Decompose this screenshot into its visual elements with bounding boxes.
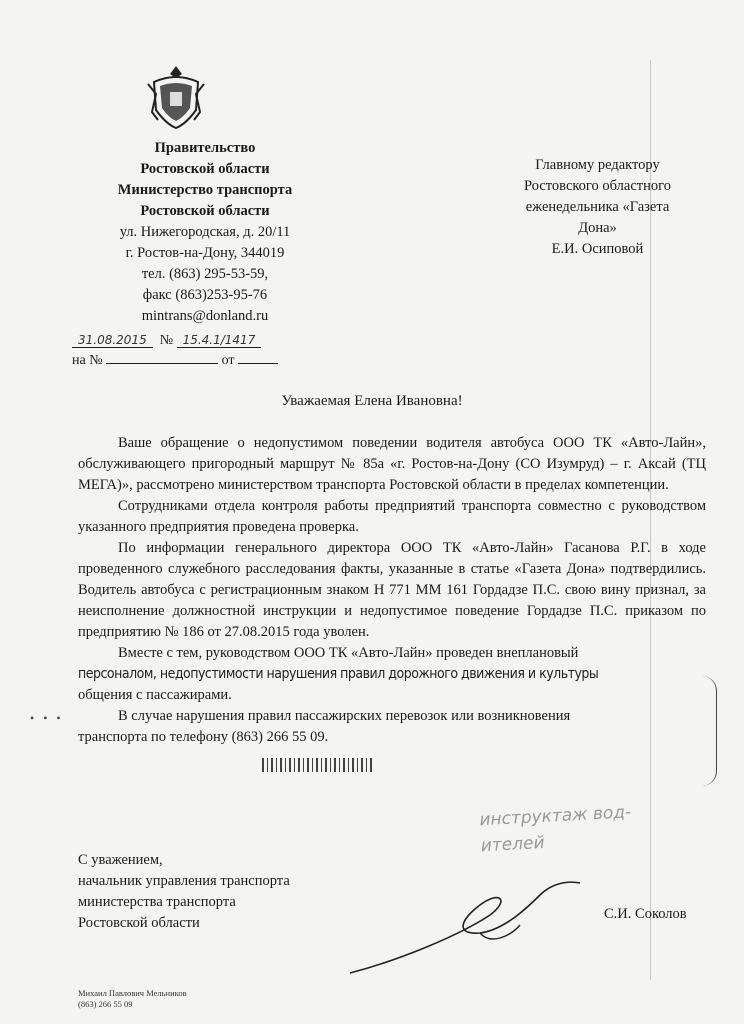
handwritten-bracket <box>702 676 717 786</box>
addressee-block <box>490 155 705 260</box>
paragraph: Сотрудниками отдела контроля работы предприятий транспорта совместно с руководством указанного предприятия проведена проверка. <box>78 498 706 535</box>
signoff-block <box>78 850 290 934</box>
sender-fax: факс (863)253-95-76 <box>142 287 268 303</box>
scan-barcode-artifact <box>262 758 372 772</box>
paragraph: В случае нарушения правил пассажирских перевозок или возникновения <box>118 708 571 724</box>
signoff-line: начальник управления транспорта <box>78 873 290 889</box>
handwritten-note <box>479 797 681 859</box>
signoff-line: С уважением, <box>78 852 163 868</box>
coat-of-arms-icon <box>146 62 206 132</box>
addressee-line: Ростовского областного <box>524 178 671 194</box>
sender-address: г. Ростов-на-Дону, 344019 <box>125 245 285 261</box>
sender-address: ул. Нижегородская, д. 20/11 <box>119 224 291 240</box>
executor-name: Михаил Павлович Мельников <box>78 988 187 998</box>
executor-block <box>78 988 187 1010</box>
paragraph: Ваше обращение о недопустимом поведении водителя автобуса ООО ТК «Авто-Лайн», обслуживающего пригородный маршрут № 85а «г. Ростов-на-Дону (СО Изумруд) – г. Аксай (ТЦ МЕГА)», рассмотрено министерством транспорта Ростовской области в пределах компетенции. <box>78 435 706 493</box>
signer-name: С.И. Соколов <box>604 906 687 922</box>
paragraph: Вместе с тем, руководством ООО ТК «Авто-Лайн» проведен внеплановый <box>118 645 579 661</box>
note-line: ителей <box>480 832 546 857</box>
reference-label: на № <box>72 353 103 368</box>
sender-line: Ростовской области <box>140 203 270 219</box>
signoff-line: Ростовской области <box>78 915 200 931</box>
paragraph: транспорта по телефону (863) 266 55 09. <box>78 729 329 745</box>
addressee-name: Е.И. Осиповой <box>551 241 644 257</box>
executor-phone: (863) 266 55 09 <box>78 999 133 1009</box>
reference-from-label: от <box>221 353 235 368</box>
letter-body <box>78 433 706 748</box>
sender-line: Правительство <box>154 140 256 156</box>
addressee-line: еженедельника «Газета <box>525 199 670 215</box>
sender-line: Министерство транспорта <box>117 182 293 198</box>
sender-phone: тел. (863) 295-53-59, <box>141 266 269 282</box>
addressee-line: Дона» <box>578 220 617 236</box>
outgoing-date: 31.08.2015 <box>72 333 153 348</box>
addressee-line: Главному редактору <box>535 157 660 173</box>
greeting: Уважаемая Елена Ивановна! <box>281 393 463 409</box>
paragraph: общения с пассажирами. <box>78 687 232 703</box>
sender-line: Ростовской области <box>140 161 270 177</box>
signoff-line: министерства транспорта <box>78 894 236 910</box>
number-label: № <box>159 333 174 348</box>
scan-dots: • • • <box>30 711 64 725</box>
paragraph: По информации генерального директора ООО ТК «Авто-Лайн» Гасанова Р.Г. в ходе проведенного служебного расследования факты, указанные в статье «Газета Дона» подтвердились. Водитель автобуса с регистрационным знаком Н 771 ММ 161 Гордадзе П.С. свою вину признал, за неисполнение должностной инструкции и недопустимое поведение Гордадзе П.С. приказом по предприятию № 186 от 27.08.2015 года уволен. <box>78 540 706 640</box>
outgoing-number: 15.4.1/1417 <box>177 333 262 348</box>
note-line: инструктаж вод- <box>478 802 632 831</box>
signature-icon <box>340 875 600 980</box>
garbled-scan-line: персоналом, недопустимости нарушения правил дорожного движения и культуры <box>78 666 599 682</box>
sender-email: mintrans@donland.ru <box>141 308 269 324</box>
sender-block <box>60 138 350 327</box>
